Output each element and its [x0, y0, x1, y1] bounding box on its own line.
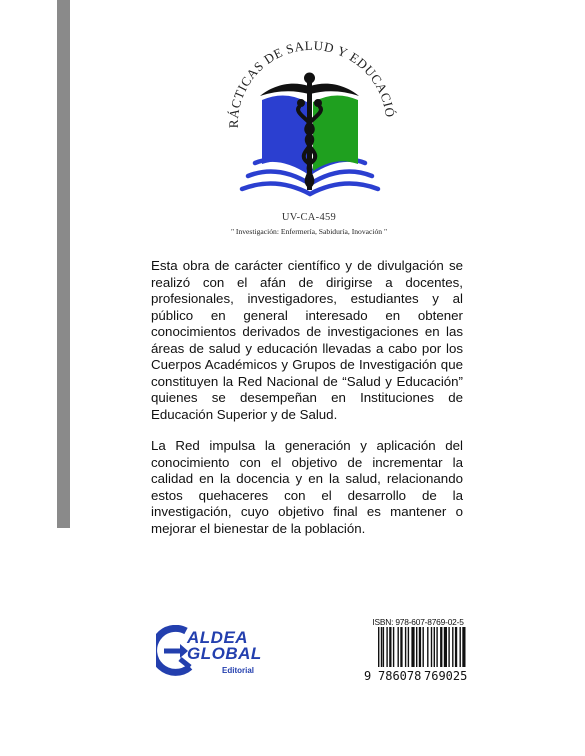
barcode-bar: [427, 627, 428, 667]
barcode-bar: [455, 627, 457, 667]
emblem-logo: [195, 16, 420, 236]
barcode-digits-left: 786078: [378, 669, 422, 683]
barcode-bar: [378, 627, 379, 667]
paragraph-2: La Red impulsa la generación y aplicación del conocimiento con el objetivo de incrementar la calidad en la docencia y en la salud, relacionando estos quehaceres con el desarrollo de la investigación, cuyo objetivo final es mantener o mejorar el bienestar de la población.: [151, 438, 463, 536]
isbn-barcode: [364, 617, 468, 683]
barcode-bar: [434, 627, 435, 667]
back-cover-text: [151, 258, 463, 552]
barcode-bar: [398, 627, 399, 667]
barcode-bars: [368, 627, 468, 669]
barcode-bar: [440, 627, 442, 667]
barcode-bar: [444, 627, 447, 667]
barcode-bar: [460, 627, 461, 667]
emblem-arc-text: PRÁCTICAS DE SALUD Y EDUCACIÓN: [195, 16, 398, 129]
barcode-bar: [393, 627, 394, 667]
emblem-code: UV-CA-459: [281, 212, 337, 223]
barcode-bar: [452, 627, 453, 667]
barcode-bar: [431, 627, 432, 667]
barcode-bar: [383, 627, 384, 667]
publisher-name-line2: GLOBAL: [187, 644, 262, 663]
barcode-bar: [416, 627, 417, 667]
barcode-bar: [423, 627, 424, 667]
barcode-bar: [448, 627, 449, 667]
barcode-bar: [419, 627, 421, 667]
barcode-digit-lead: 9: [364, 669, 372, 683]
barcode-bar: [462, 627, 465, 667]
barcode-bar: [411, 627, 414, 667]
barcode-bar: [381, 627, 382, 667]
barcode-bar: [405, 627, 406, 667]
emblem-graphic: [195, 16, 420, 218]
barcode-bar: [389, 627, 391, 667]
publisher-subtitle: Editorial: [222, 666, 255, 675]
side-gray-bar: [57, 0, 70, 528]
barcode-bar: [408, 627, 409, 667]
barcode-digits-right: 769025: [424, 669, 468, 683]
publisher-name-line1: ALDEA: [187, 628, 249, 647]
barcode-bar: [400, 627, 402, 667]
barcode-bar: [386, 627, 387, 667]
publisher-logo: [156, 625, 276, 680]
paragraph-1: Esta obra de carácter científico y de divulgación se realizó con el afán de dirigirse a docentes, profesionales, investigadores, estudiantes y al público en general interesado en obtener conocimientos derivados de investigaciones en las áreas de salud y educación llevadas a cabo por los Cuerpos Académicos y Grupos de Investigación que constituyen la Red Nacional de “Salud y Educación” quienes se desempeñan en Instituciones de Educación Superior y de Salud.: [151, 258, 463, 422]
barcode-bar: [436, 627, 437, 667]
emblem-motto: " Investigación: Enfermería, Sabiduría, Inovación ": [230, 227, 388, 236]
isbn-label: ISBN: 978-607-8769-02-5: [372, 617, 464, 627]
